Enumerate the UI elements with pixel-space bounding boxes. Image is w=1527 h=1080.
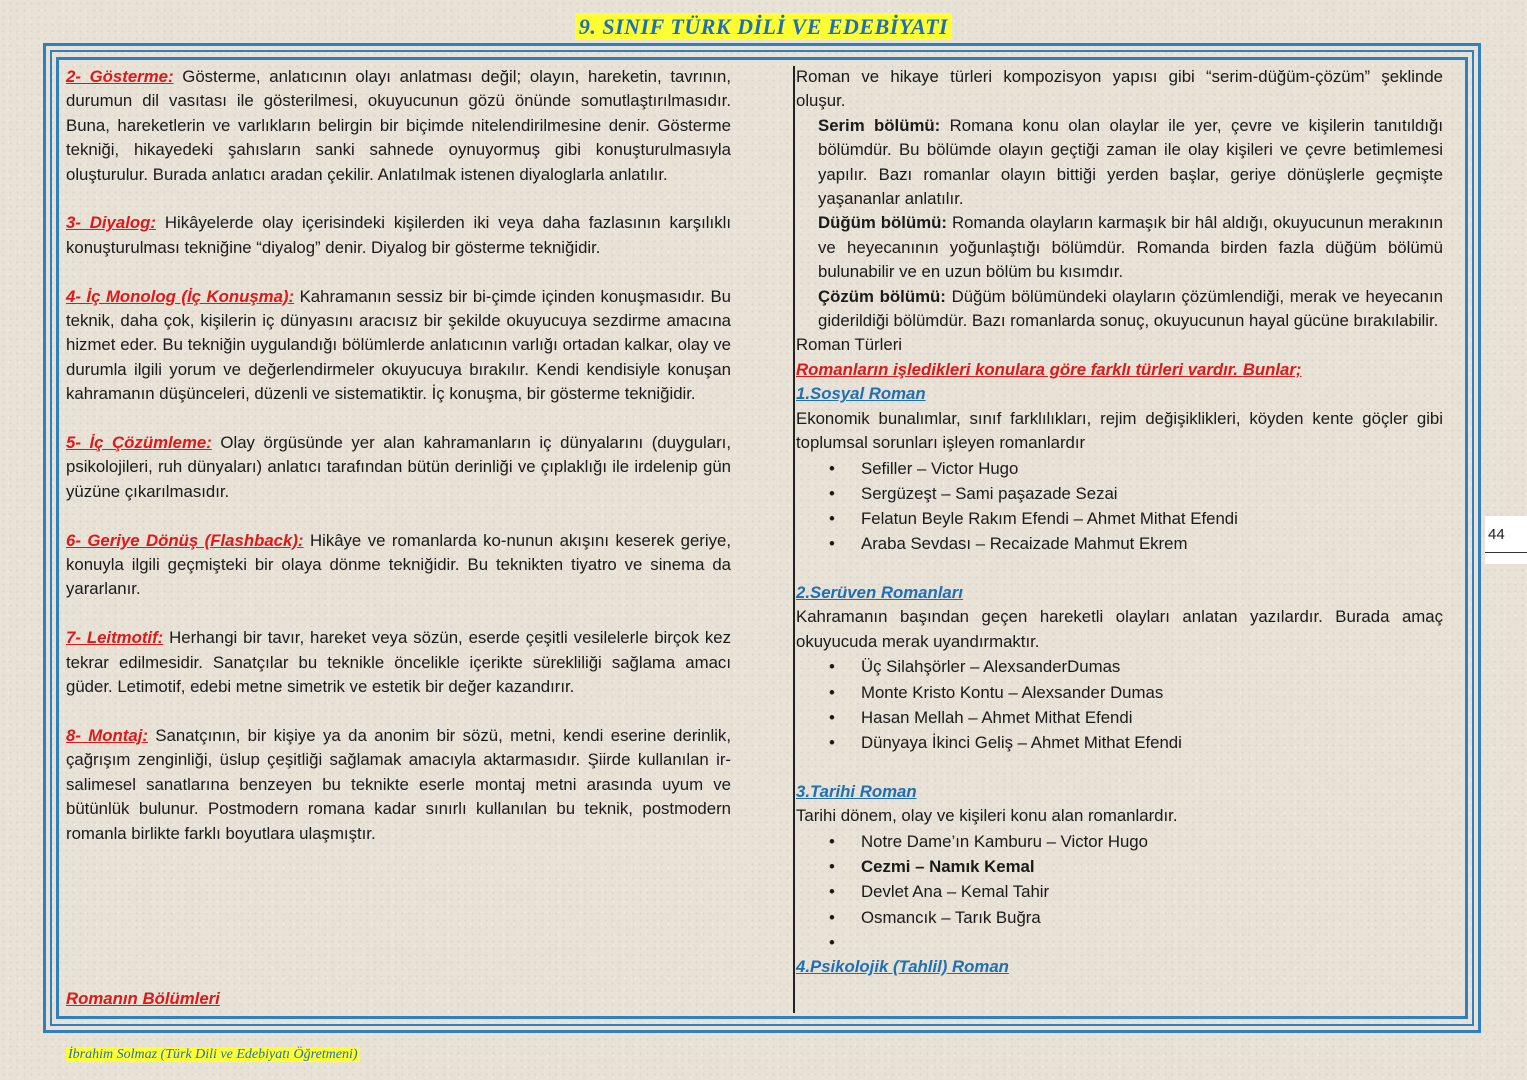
list-item: • Osmancık – Tarık Buğra (796, 905, 1443, 930)
heading-geriye-donus: 6- Geriye Dönüş (Flashback): (66, 530, 304, 550)
right-column (796, 65, 1443, 980)
list-item: • Notre Dame’ın Kamburu – Victor Hugo (796, 829, 1443, 854)
section-ic-monolog (66, 285, 731, 407)
text-diyalog: Hikâyelerde olay içerisindeki kişilerden iki veya daha fazlasının karşılıklı konuşturulması tekniğine “diyalog” denir. Diyalog bir gösterme tekniğidir. (66, 213, 731, 257)
heading-sosyal-roman: 1.Sosyal Roman (796, 384, 926, 404)
list-item: • Cezmi – Namık Kemal (796, 854, 1443, 879)
heading-dugum: Düğüm bölümü: (818, 213, 947, 233)
list-item: • Felatun Beyle Rakım Efendi – Ahmet Mithat Efendi (796, 506, 1443, 531)
bullet-icon: • (829, 483, 835, 503)
roman-turleri-heading: Romanların işledikleri konulara göre farklı türleri vardır. Bunlar; (796, 359, 1302, 379)
list-item: • Üç Silahşörler – AlexsanderDumas (796, 654, 1443, 679)
page-number-box (1485, 516, 1527, 564)
section-serim (796, 114, 1443, 212)
roman-turleri-label: Roman Türleri (796, 335, 903, 355)
section-leitmotif (66, 626, 731, 699)
text-dugum: Romanda olayların karmaşık bir hâl aldığı, okuyucunun merakının ve heyecanının yoğunlaştığı bölümdür. Romanda birden fazla düğüm bölümü bulunabilir ve en uzun bölüm bu kısımdır. (818, 213, 1443, 282)
section-gosterme (66, 65, 731, 187)
heading-tarihi-roman: 3.Tarihi Roman (796, 781, 917, 801)
list-item: • Monte Kristo Kontu – Alexsander Dumas (796, 680, 1443, 705)
intro-paragraph: Roman ve hikaye türleri kompozisyon yapısı gibi “serim-düğüm-çözüm” şeklinde oluşur. (796, 67, 1443, 111)
bullet-icon: • (829, 707, 835, 727)
text-montaj: Sanatçının, bir kişiye ya da anonim bir sözü, metni, kendi eserine derinlik, çağrışım zenginliği, üslup çeşitliği sağlamak amacıyla aktarmasıdır. Şiirde kullanılan ir-salimesel sanatlarına benzeyen bu teknikte eserle montaj metni arasında uyum ve bütünlük bulunur. Postmodern romana kadar sınırlı kullanılan bu teknik, postmodern romanla birlikte farklı boyutlara ulaşmıştır. (66, 725, 731, 843)
bullet-icon: • (829, 856, 835, 876)
text-geriye-donus: Hikâye ve romanlarda ko-nunun akışını keserek geriye, konuyla ilgili geçmişteki bir olaya dönme tekniğidir. Bu teknikten tiyatro ve sinema da yararlanır. (66, 530, 732, 599)
heading-ic-cozumleme: 5- İç Çözümleme: (66, 433, 212, 453)
page-title: 9. SINIF TÜRK DİLİ VE EDEBİYATI (575, 13, 952, 40)
section-montaj (66, 724, 731, 846)
list-item: • Dünyaya İkinci Geliş – Ahmet Mithat Efendi (796, 730, 1443, 755)
romanin-bolumleri-heading-wrap (66, 989, 220, 1009)
list-item: • Sergüzeşt – Sami paşazade Sezai (796, 481, 1443, 506)
footer-author: İbrahim Solmaz (Türk Dili ve Edebiyatı Öğretmeni) (68, 1047, 358, 1062)
heading-serim: Serim bölümü: (818, 115, 941, 135)
bullet-icon: • (829, 682, 835, 702)
section-dugum (796, 211, 1443, 284)
footer (66, 1045, 360, 1063)
heading-gosterme: 2- Gösterme: (66, 67, 174, 86)
text-ic-cozumleme: Olay örgüsünde yer alan kahramanların iç dünyalarını (duyguları, psikolojileri, ruh dünyaları) anlatıcı tarafından bütün derinliği ve çıplaklığı ile irdelenip gün yüzüne çıkarılmasıdır. (66, 433, 731, 501)
bullet-icon: • (829, 458, 835, 478)
bullet-icon: • (829, 733, 835, 753)
left-column (66, 65, 731, 846)
section-geriye-donus (66, 529, 731, 602)
text-ic-monolog: Kahramanın sessiz bir bi-çimde içinden konuşmasıdır. Bu teknik, daha çok, kişilerin iç dünyasını aracısız bir şekilde okuyucuya sezdirme amacına hizmet eder. Bu tekniğin uygulandığı bölümlerde anlatıcının varlığı ortadan kalkar, olay ve durumla ilgili yorum ve değerlendirmeler okuyucuya bırakılır. Kendi kendisiyle konuşan kahramanın düşünceleri, düzenli ve sistematiktir. İç konuşma, bir gösterme tekniğidir. (66, 286, 731, 404)
section-diyalog (66, 211, 731, 260)
heading-seruven-romanlari: 2.Serüven Romanları (796, 583, 963, 603)
list-item: • Araba Sevdası – Recaizade Mahmut Ekrem (796, 531, 1443, 556)
text-seruven-romanlari: Kahramanın başından geçen hareketli olayları anlatan yazılardır. Burada amaç okuyucuda merak uyandırmaktır. (796, 607, 1443, 651)
bullet-icon: • (829, 907, 835, 927)
heading-montaj: 8- Montaj: (66, 725, 148, 745)
romanin-bolumleri-heading: Romanın Bölümleri (66, 989, 220, 1008)
text-cozum: Düğüm bölümündeki olayların çözümlendiği, merak ve heyecanın giderildiği bölümdür. Bazı romanlarda sonuç, okuyucunun hayal gücüne bırakılabilir. (818, 286, 1443, 331)
bullet-icon: • (829, 657, 835, 677)
section-cozum (796, 285, 1443, 334)
text-tarihi-roman: Tarihi dönem, olay ve kişileri konu alan romanlardır. (796, 806, 1178, 826)
heading-cozum: Çözüm bölümü: (818, 286, 946, 306)
list-item: • Hasan Mellah – Ahmet Mithat Efendi (796, 705, 1443, 730)
page-header (0, 14, 1527, 40)
text-gosterme: Gösterme, anlatıcının olayı anlatması değil; olayın, hareketin, tavrının, durumun dil vasıtası ile gösterilmesi, okuyucunun gözü önünde somutlaştırılmasıdır. Buna, hareketlerin ve varlıkların belirgin bir biçimde nitelendirilmesine denir. Gösterme tekniği, hikayedeki şahısların sanki sahnede oynuyormuş gibi konuşturulmasıyla oluşturulur. Burada anlatıcı aradan çekilir. Anlatılmak istenen diyaloglarla anlatılır. (66, 67, 732, 184)
text-sosyal-roman: Ekonomik bunalımlar, sınıf farklılıkları, rejim değişiklikleri, köyden kente göçler gibi toplumsal sorunları işleyen romanlardır (796, 408, 1443, 453)
page-number: 44 (1488, 526, 1505, 543)
heading-ic-monolog: 4- İç Monolog (İç Konuşma): (66, 286, 295, 306)
section-ic-cozumleme (66, 431, 731, 504)
text-leitmotif: Herhangi bir tavır, hareket veya sözün, eserde çeşitli vesilelerle birçok kez tekrar edilmesidir. Sanatçılar bu teknikle öncelikle içerikte sürekliliği sağlama amacı güder. Letimotif, edebi metne simetrik ve estetik bir değer kazandırır. (66, 628, 731, 697)
list-item: • Sefiller – Victor Hugo (796, 456, 1443, 481)
text-serim: Romana konu olan olaylar ile yer, çevre ve kişilerin tanıtıldığı bölümdür. Bu bölümde olayın geçtiği zaman ile olay kişileri ve çevre betimlemesi yapılır. Bazı romanlar olayın bittiği yerden başlar, geriye dönüşlerle geçmişte yaşananlar anlatılır. (818, 115, 1443, 209)
list-seruven-romanlari (796, 654, 1443, 755)
bullet-icon: • (829, 831, 835, 851)
bullet-icon: • (829, 882, 835, 902)
list-sosyal-roman (796, 456, 1443, 557)
heading-diyalog: 3- Diyalog: (66, 213, 156, 233)
heading-leitmotif: 7- Leitmotif: (66, 628, 164, 648)
list-item (796, 930, 1443, 955)
bullet-icon: • (829, 509, 835, 529)
bullet-icon: • (829, 534, 835, 554)
list-tarihi-roman (796, 829, 1443, 955)
heading-psikolojik-roman: 4.Psikolojik (Tahlil) Roman (796, 957, 1009, 977)
list-item: • Devlet Ana – Kemal Tahir (796, 879, 1443, 904)
bullet-icon: • (829, 932, 835, 952)
column-divider (793, 66, 795, 1013)
